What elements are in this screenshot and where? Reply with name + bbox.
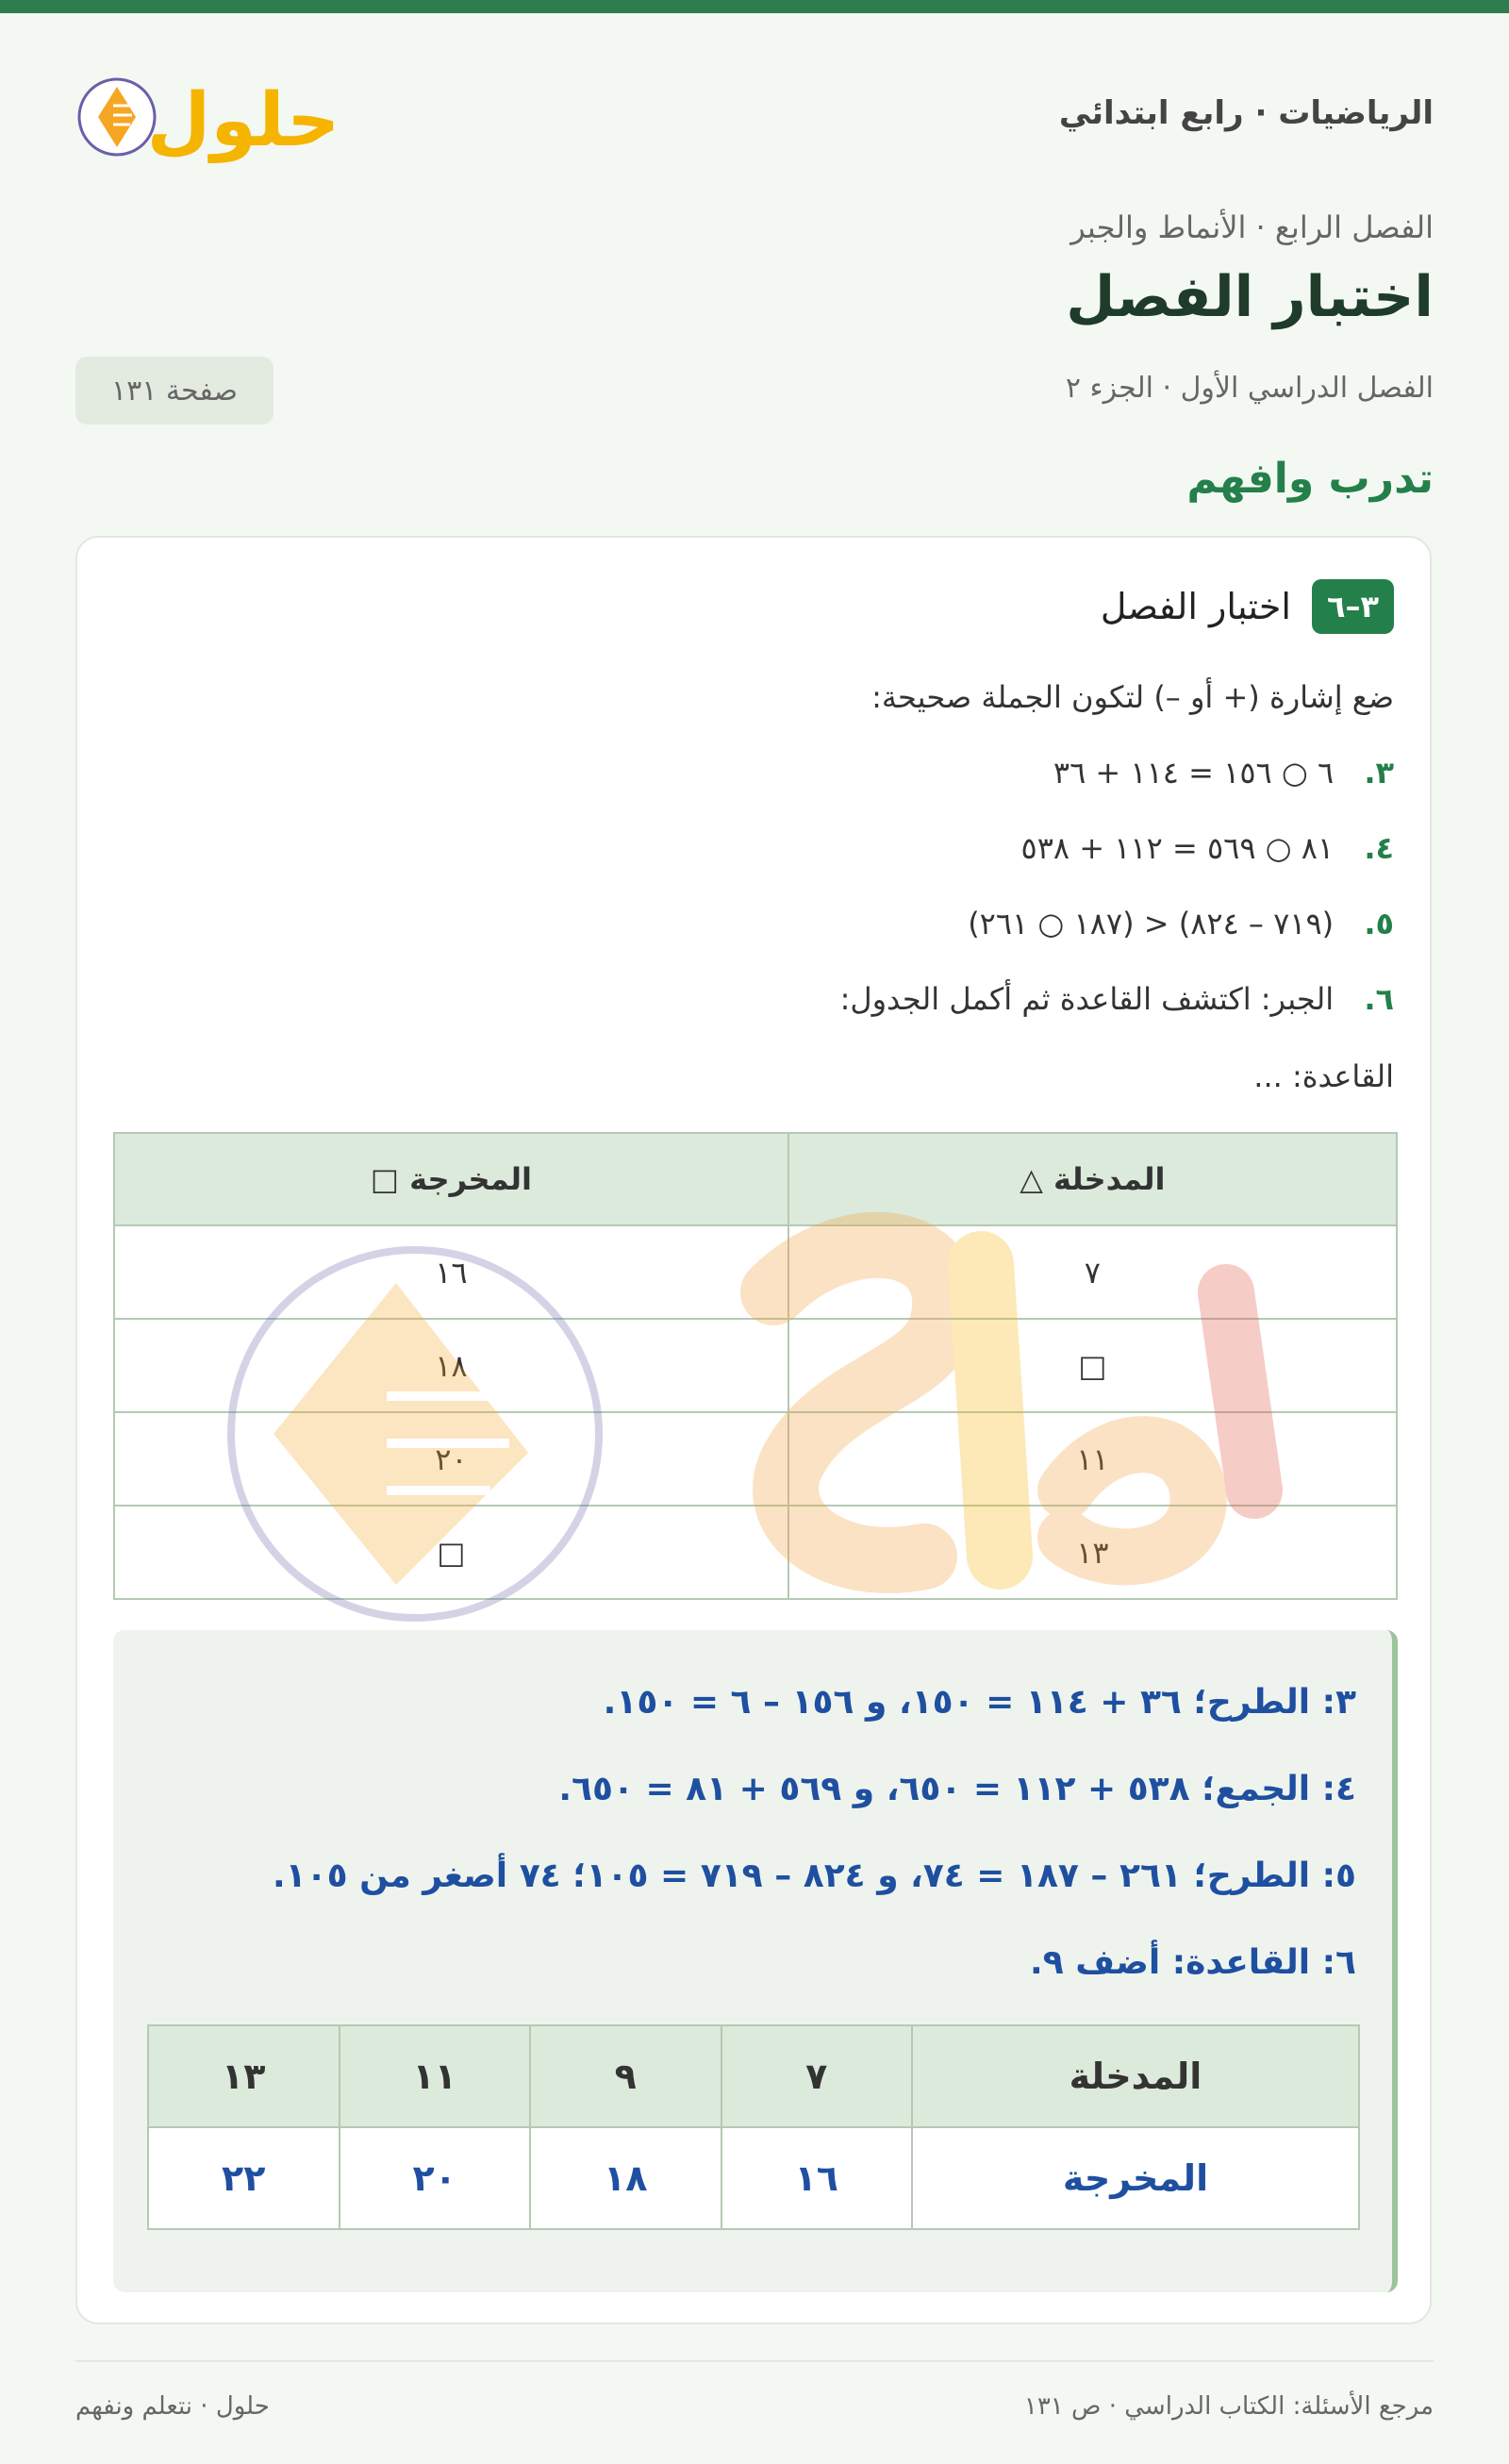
table-cell: ١١: [340, 2025, 531, 2127]
table-row: [114, 1225, 1397, 1319]
instruction-text: ضع إشارة (+ أو –) لتكون الجملة صحيحة:: [871, 679, 1394, 715]
answer-box: [113, 1630, 1398, 2292]
question-table: [113, 1132, 1398, 1600]
table-cell: ٧: [788, 1225, 1397, 1319]
table-row: [148, 2025, 1359, 2127]
table-row: [114, 1506, 1397, 1599]
footer-brand: حلول · نتعلم ونفهم: [75, 2392, 270, 2421]
header: [75, 57, 1434, 179]
svg-text:حلول: حلول: [146, 78, 340, 163]
answer-line: ٤: الجمع؛ ٥٣٨ + ١١٢ = ٦٥٠، و ٥٦٩ + ٨١ = ٦٥٠.: [558, 1770, 1356, 1808]
answer-line: ٥: الطرح؛ ٢٦١ – ١٨٧ = ٧٤، و ٨٢٤ – ٧١٩ = ١٠٥؛ ٧٤ أصغر من ١٠٥.: [272, 1856, 1356, 1895]
chapter-label: الفصل الرابع · الأنماط والجبر: [1070, 209, 1434, 245]
table-cell: ١٣: [788, 1506, 1397, 1599]
table-cell: ٢٠: [340, 2127, 531, 2229]
table-cell: ٧: [721, 2025, 913, 2127]
answer-line: ٣: الطرح؛ ٣٦ + ١١٤ = ١٥٠، و ١٥٦ – ٦ = ١٥٠.: [603, 1683, 1356, 1722]
lesson-heading: [1101, 579, 1394, 634]
question-number: ٦.: [1364, 981, 1394, 1017]
lesson-number-badge: ٣–٦: [1312, 579, 1394, 634]
question-text: الجبر: اكتشف القاعدة ثم أكمل الجدول:: [839, 981, 1335, 1017]
table-header-input: المدخلة △: [788, 1133, 1397, 1225]
table-cell: ١٨: [114, 1319, 788, 1412]
footer-reference: مرجع الأسئلة: الكتاب الدراسي · ص ١٣١: [1023, 2392, 1434, 2421]
answer-line: ٦: القاعدة: أضف ٩.: [1030, 1943, 1356, 1982]
table-header-output: المخرجة □: [114, 1133, 788, 1225]
table-cell: ١١: [788, 1412, 1397, 1506]
question-3: [1053, 755, 1394, 791]
table-cell: ١٣: [148, 2025, 340, 2127]
table-cell: ١٨: [530, 2127, 721, 2229]
semester-label: الفصل الدراسي الأول · الجزء ٢: [1065, 372, 1434, 405]
page-number-badge: صفحة ١٣١: [75, 357, 274, 425]
answer-table-input-label: المدخلة: [912, 2025, 1359, 2127]
question-number: ٤.: [1364, 830, 1394, 866]
exercise-card: [75, 536, 1432, 2324]
hulul-logo: [75, 60, 340, 174]
question-4: [1021, 830, 1395, 866]
question-6: [840, 981, 1394, 1017]
table-cell: □: [114, 1506, 788, 1599]
table-row: [114, 1412, 1397, 1506]
section-title: تدرب وافهم: [1186, 455, 1434, 503]
question-number: ٣.: [1364, 755, 1394, 791]
answer-table: [147, 2024, 1360, 2230]
table-cell: ٩: [530, 2025, 721, 2127]
question-text: ٨١ ○ ٥٦٩ = ١١٢ + ٥٣٨: [1020, 830, 1335, 866]
table-cell: ٢٠: [114, 1412, 788, 1506]
question-5: [968, 906, 1394, 941]
lesson-name: اختبار الفصل: [1100, 586, 1291, 627]
page-title: اختبار الفصل: [1066, 264, 1434, 330]
table-row: [114, 1319, 1397, 1412]
table-cell: ١٦: [721, 2127, 913, 2229]
answer-table-output-label: المخرجة: [912, 2127, 1359, 2229]
top-accent-bar: [0, 0, 1509, 13]
question-text: (٧١٩ – ٨٢٤) < (١٨٧ ○ ٢٦١): [968, 906, 1335, 941]
rule-text: القاعدة: ...: [1253, 1058, 1394, 1094]
question-number: ٥.: [1364, 906, 1394, 941]
table-cell: □: [788, 1319, 1397, 1412]
question-text: ٦ ○ ١٥٦ = ١١٤ + ٣٦: [1053, 755, 1335, 791]
table-cell: ١٦: [114, 1225, 788, 1319]
subject-title: الرياضيات · رابع ابتدائي: [1058, 94, 1434, 132]
table-row: [148, 2127, 1359, 2229]
footer-divider: [75, 2360, 1434, 2362]
table-cell: ٢٢: [148, 2127, 340, 2229]
